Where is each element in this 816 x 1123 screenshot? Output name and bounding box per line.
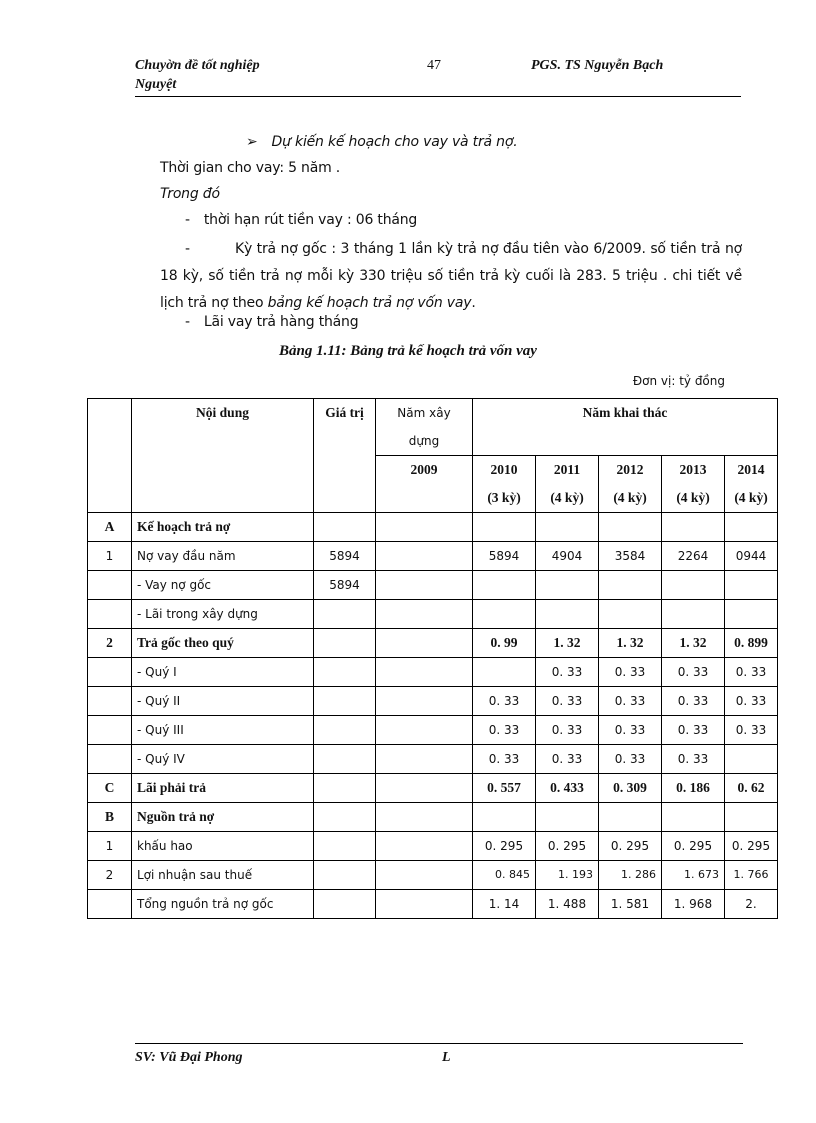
cell-2011: 0. 433	[536, 774, 599, 803]
row-label: khấu hao	[132, 832, 314, 861]
row-label: - Vay nợ gốc	[132, 571, 314, 600]
cell-2014: 0944	[725, 542, 778, 571]
table-caption: Bảng 1.11: Bảng trả kế hoạch trả vốn vay	[279, 343, 537, 359]
table-row	[88, 542, 778, 571]
header-year-2014	[725, 456, 778, 513]
row-code: A	[88, 513, 132, 542]
cell-2012: 0. 33	[599, 745, 662, 774]
bullet-heading	[246, 134, 517, 150]
repayment-plan-table	[87, 398, 778, 919]
periods-label: (4 kỳ)	[550, 490, 584, 505]
header-operation-years: Năm khai thác	[473, 399, 778, 456]
periods-label: (3 kỳ)	[487, 490, 521, 505]
cell-2013: 0. 186	[662, 774, 725, 803]
row-label: - Quý I	[132, 658, 314, 687]
table-row	[88, 861, 778, 890]
cell-2011: 4904	[536, 542, 599, 571]
row-label: Kế hoạch trả nợ	[132, 513, 314, 542]
repayment-table-reference: bảng kế hoạch trả nợ vốn vay	[267, 295, 472, 311]
row-code: 1	[88, 832, 132, 861]
header-construction-year: Năm xây dựng	[376, 399, 473, 456]
table-row	[88, 658, 778, 687]
cell-2011: 0. 295	[536, 832, 599, 861]
table-header-row	[88, 399, 778, 456]
periods-label: (4 kỳ)	[676, 490, 710, 505]
header-title-continued: Nguyệt	[135, 77, 177, 92]
cell-2012: 1. 32	[599, 629, 662, 658]
cell-2014: 0. 899	[725, 629, 778, 658]
cell-2012: 1. 581	[599, 890, 662, 919]
unit-label: Đơn vị: tỷ đồng	[632, 374, 725, 388]
cell-2012: 0. 33	[599, 687, 662, 716]
row-value: 5894	[314, 542, 376, 571]
cell-2014: 0. 33	[725, 658, 778, 687]
cell-2010: 0. 99	[473, 629, 536, 658]
cell-2012: 1. 286	[599, 861, 662, 890]
row-code: 1	[88, 542, 132, 571]
list-dash: -	[185, 314, 190, 330]
table-row	[88, 716, 778, 745]
cell-2012: 0. 33	[599, 716, 662, 745]
cell-2014: 2.	[725, 890, 778, 919]
list-item-repayment	[160, 236, 742, 317]
row-code: 2	[88, 629, 132, 658]
list-dash: -	[185, 212, 190, 228]
table-row	[88, 571, 778, 600]
list-item-text: thời hạn rút tiền vay : 06 tháng	[203, 212, 418, 228]
row-label: - Quý IV	[132, 745, 314, 774]
header-year-2011	[536, 456, 599, 513]
row-label: Lãi phải trả	[132, 774, 314, 803]
cell-2014: 0. 62	[725, 774, 778, 803]
cell-2010	[473, 658, 536, 687]
list-item-interest	[185, 314, 358, 330]
list-item-withdrawal	[185, 212, 417, 228]
cell-2013: 0. 295	[662, 832, 725, 861]
cell-2010: 0. 33	[473, 745, 536, 774]
cell-2010: 1. 14	[473, 890, 536, 919]
row-label: Nguồn trả nợ	[132, 803, 314, 832]
cell-2013: 0. 33	[662, 716, 725, 745]
header-title: Chuyờn đề tốt nghiệp	[135, 58, 260, 73]
year-label: 2014	[737, 462, 765, 477]
table-row	[88, 774, 778, 803]
table-row	[88, 890, 778, 919]
footer-mark: L	[442, 1050, 451, 1065]
list-item-text: Lãi vay trả hàng tháng	[203, 314, 359, 330]
table-row	[88, 832, 778, 861]
cell-2012: 0. 33	[599, 658, 662, 687]
footer-student: SV: Vũ Đại Phong	[135, 1050, 243, 1065]
cell-2011: 0. 33	[536, 716, 599, 745]
cell-2013: 0. 33	[662, 687, 725, 716]
table-row	[88, 600, 778, 629]
cell-2011: 0. 33	[536, 658, 599, 687]
loan-time-line: Thời gian cho vay: 5 năm .	[160, 160, 341, 176]
cell-2013: 1. 32	[662, 629, 725, 658]
cell-2012: 0. 309	[599, 774, 662, 803]
year-label: 2010	[490, 462, 518, 477]
arrow-bullet-icon: ➢	[246, 134, 258, 150]
year-label: 2013	[679, 462, 707, 477]
year-label: 2011	[553, 462, 581, 477]
header-2009: 2009	[376, 456, 473, 513]
cell-2010: 0. 295	[473, 832, 536, 861]
page-number: 47	[427, 58, 441, 73]
row-code: C	[88, 774, 132, 803]
header-value: Giá trị	[314, 399, 376, 513]
cell-2010: 5894	[473, 542, 536, 571]
table-row	[88, 629, 778, 658]
cell-2013: 1. 968	[662, 890, 725, 919]
cell-2014: 0. 295	[725, 832, 778, 861]
row-label: Lợi nhuận sau thuế	[132, 861, 314, 890]
table-row	[88, 513, 778, 542]
cell-2013: 2264	[662, 542, 725, 571]
periods-label: (4 kỳ)	[734, 490, 768, 505]
table-row	[88, 745, 778, 774]
table-row	[88, 803, 778, 832]
cell-2011: 1. 32	[536, 629, 599, 658]
cell-2014: 1. 766	[725, 861, 778, 890]
cell-2010: 0. 33	[473, 716, 536, 745]
cell-2014	[725, 745, 778, 774]
cell-2010: 0. 33	[473, 687, 536, 716]
cell-2011: 0. 33	[536, 745, 599, 774]
periods-label: (4 kỳ)	[613, 490, 647, 505]
bullet-heading-text: Dự kiến kế hoạch cho vay và trả nợ.	[271, 134, 518, 150]
cell-2013: 1. 673	[662, 861, 725, 890]
cell-2011: 0. 33	[536, 687, 599, 716]
row-label: Tổng nguồn trả nợ gốc	[132, 890, 314, 919]
cell-2010: 0. 557	[473, 774, 536, 803]
row-label: Trả gốc theo quý	[132, 629, 314, 658]
cell-2014: 0. 33	[725, 687, 778, 716]
page-header	[135, 58, 741, 97]
row-code: 2	[88, 861, 132, 890]
cell-2013: 0. 33	[662, 658, 725, 687]
header-year-2010	[473, 456, 536, 513]
cell-2010: 0. 845	[473, 861, 536, 890]
header-content: Nội dung	[132, 399, 314, 513]
header-year-2013	[662, 456, 725, 513]
trong-do-line: Trong đó	[160, 186, 220, 202]
row-label: Nợ vay đầu năm	[132, 542, 314, 571]
cell-2011: 1. 488	[536, 890, 599, 919]
table-row	[88, 687, 778, 716]
repayment-text: Kỳ trả nợ gốc : 3 tháng 1 lần kỳ trả nợ đầu tiên vào 6/2009. số tiền trả nợ 18 kỳ, số tiền trả nợ mỗi kỳ 330 triệu số tiền trả kỳ cuối là 283. 5 triệu . chi tiết về lịch trả nợ theo	[160, 241, 742, 311]
header-code-cell	[88, 399, 132, 513]
header-year-2012	[599, 456, 662, 513]
cell-2012: 0. 295	[599, 832, 662, 861]
row-value: 5894	[314, 571, 376, 600]
cell-2012: 3584	[599, 542, 662, 571]
period: .	[471, 295, 476, 311]
list-dash: -	[185, 241, 190, 257]
page-footer	[135, 1043, 743, 1065]
cell-2013: 0. 33	[662, 745, 725, 774]
row-code: B	[88, 803, 132, 832]
row-label: - Quý II	[132, 687, 314, 716]
header-author: PGS. TS Nguyễn Bạch	[531, 58, 664, 73]
cell-2014: 0. 33	[725, 716, 778, 745]
cell-2011: 1. 193	[536, 861, 599, 890]
row-label: - Lãi trong xây dựng	[132, 600, 314, 629]
row-label: - Quý III	[132, 716, 314, 745]
year-label: 2012	[616, 462, 644, 477]
